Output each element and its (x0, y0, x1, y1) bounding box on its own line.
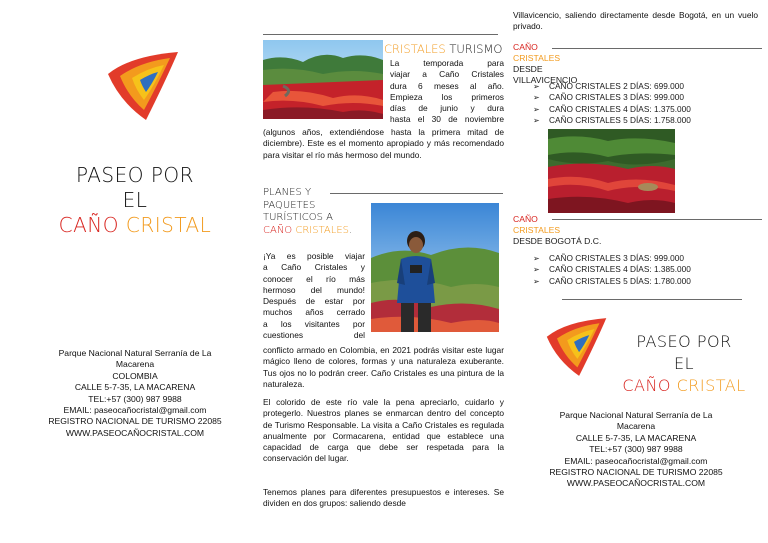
address: CALLE 5-7-35, LA MACARENA (74, 382, 196, 393)
continued-text: Villavicencio, saliendo directamente desde Bogotá, en un vuelo privado. (513, 10, 758, 32)
brand-line-3 (614, 375, 754, 397)
phone: TEL:+57 (300) 987 9988 (589, 444, 683, 455)
price-item: ➢ CAÑO CRISTALES 5 DÍAS: 1.780.000 (533, 276, 733, 287)
brand-title-small (614, 331, 754, 397)
tourism-title (384, 42, 504, 56)
plans-title-line (263, 225, 373, 238)
plans-title-end: . (349, 224, 353, 236)
park-line-1: Parque Nacional Natural Serranía de La (58, 348, 212, 358)
plans-line: a los visitantes por (263, 318, 365, 329)
email: EMAIL: paseocañocristal@gmail.com (564, 455, 708, 466)
river-photo (263, 40, 383, 119)
brand-title (40, 163, 230, 238)
group1-cristales: CRISTALES (513, 53, 561, 63)
tourist-photo (371, 203, 499, 332)
tourism-title-cristales: CRISTALES (384, 42, 446, 56)
brand-word-cristal: CRISTAL (676, 376, 746, 395)
group1-from: DESDE VILLAVICENCIO (513, 64, 578, 85)
address: CALLE 5-7-35, LA MACARENA (575, 432, 697, 443)
divider-line (552, 48, 762, 49)
price-item: ➢ CAÑO CRISTALES 3 DÍAS: 999.000 (533, 253, 733, 264)
brand-word-cano: CAÑO (622, 376, 672, 395)
registry: REGISTRO NACIONAL DE TURISMO 22085 (549, 467, 723, 478)
plans-title-line: PAQUETES (263, 199, 316, 211)
plans-line: a Caño Cristales y (263, 262, 365, 273)
divider-line (552, 219, 762, 220)
plans-title-line: PLANES Y (263, 187, 312, 198)
website: WWW.PASEOCAÑOCRISTAL.COM (65, 427, 205, 438)
colombia-logo-icon-small (540, 316, 608, 378)
plans-line: muchos años cerrado (263, 307, 365, 318)
intro-line: dura 6 meses al año. (390, 80, 504, 91)
divider-line (263, 34, 498, 35)
divider-line (562, 299, 742, 300)
park-line-2: Macarena (616, 421, 656, 432)
paragraph-3: Tenemos planes para diferentes presupuestos e intereses. Se dividen en dos grupos: saliendo desde (263, 487, 504, 509)
contact-block-right (523, 410, 749, 490)
plans-line: cuestiones del (263, 330, 365, 341)
paragraph-2: El colorido de este río vale la pena apreciarlo, cuidarlo y protegerlo. Nuestros planes se enmarcan dentro del concepto de Turismo Responsable. La visita a Caño Cristales es regulada anualmente por Cormacarena, entidad que establece una capacidad de carga que debe ser respetada para la conservación del lugar. (263, 397, 504, 464)
intro-line: hasta el 30 de noviembre (390, 114, 504, 125)
registry: REGISTRO NACIONAL DE TURISMO 22085 (48, 416, 222, 427)
plans-line: hermoso del mundo! (263, 284, 365, 295)
email: EMAIL: paseocañocristal@gmail.com (63, 405, 207, 416)
plans-full: conflicto armado en Colombia, en 2021 podrás visitar este lugar mágico lleno de colores, formas y una naturaleza exuberante. Tus ojos no lo podrán creer. Caño Cristales es una pintura de la naturaleza. (263, 345, 504, 389)
park-line-2: Macarena (115, 359, 155, 370)
price-item: ➢ CAÑO CRISTALES 4 DÍAS: 1.385.000 (533, 264, 733, 275)
intro-wrapped (390, 58, 504, 126)
plans-title-line: TURÍSTICOS A (263, 212, 333, 223)
brand-line-3 (40, 213, 230, 238)
intro-line: La temporada para (390, 58, 504, 68)
plans-title-cano: CAÑO (263, 224, 293, 236)
brand-line-1: PASEO POR (75, 163, 195, 187)
intro-full: (algunos años, extendiéndose hasta la primera mitad de diciembre). Este es el momento apropiado y más recomendado para visitar el río más hermoso del mundo. (263, 127, 504, 160)
plans-title (263, 187, 373, 237)
group2-price-list (533, 253, 733, 287)
country: COLOMBIA (112, 370, 158, 381)
brand-word-cristal: CRISTAL (125, 213, 212, 237)
group1-price-list (533, 81, 733, 127)
website: WWW.PASEOCAÑOCRISTAL.COM (566, 478, 706, 489)
brand-word-cano: CAÑO (58, 213, 120, 237)
intro-line: viajar a Caño Cristales (390, 69, 504, 80)
plans-line: ¡Ya es posible viajar (263, 251, 365, 261)
divider-line (330, 193, 503, 194)
phone: TEL:+57 (300) 987 9988 (88, 393, 182, 404)
group2-from: DESDE BOGOTÁ D.C. (513, 236, 602, 246)
plans-title-cristales: CRISTALES (295, 224, 350, 236)
brand-line-2: EL (122, 188, 148, 212)
intro-line: días de junio y dura (390, 103, 504, 114)
price-item: ➢ CAÑO CRISTALES 5 DÍAS: 1.758.000 (533, 115, 733, 126)
intro-line: Empieza los primeros (390, 91, 504, 102)
price-item: ➢ CAÑO CRISTALES 2 DÍAS: 699.000 (533, 81, 733, 92)
plans-wrapped (263, 251, 365, 341)
tourism-title-turismo: TURISMO (449, 42, 503, 56)
price-item: ➢ CAÑO CRISTALES 4 DÍAS: 1.375.000 (533, 104, 733, 115)
group2-cano: CAÑO (513, 214, 538, 224)
price-item: ➢ CAÑO CRISTALES 3 DÍAS: 999.000 (533, 92, 733, 103)
brand-line-2: EL (673, 354, 695, 373)
group2-cristales: CRISTALES (513, 225, 561, 235)
plans-line: conocer el río más (263, 273, 365, 284)
colombia-logo-icon (100, 50, 180, 122)
park-line-1: Parque Nacional Natural Serranía de La (559, 410, 713, 420)
brand-line-1: PASEO POR (636, 332, 732, 351)
plans-line: Después de estar por (263, 296, 365, 307)
contact-block (22, 348, 248, 439)
group1-cano: CAÑO (513, 42, 538, 52)
river-photo-2 (548, 129, 675, 213)
